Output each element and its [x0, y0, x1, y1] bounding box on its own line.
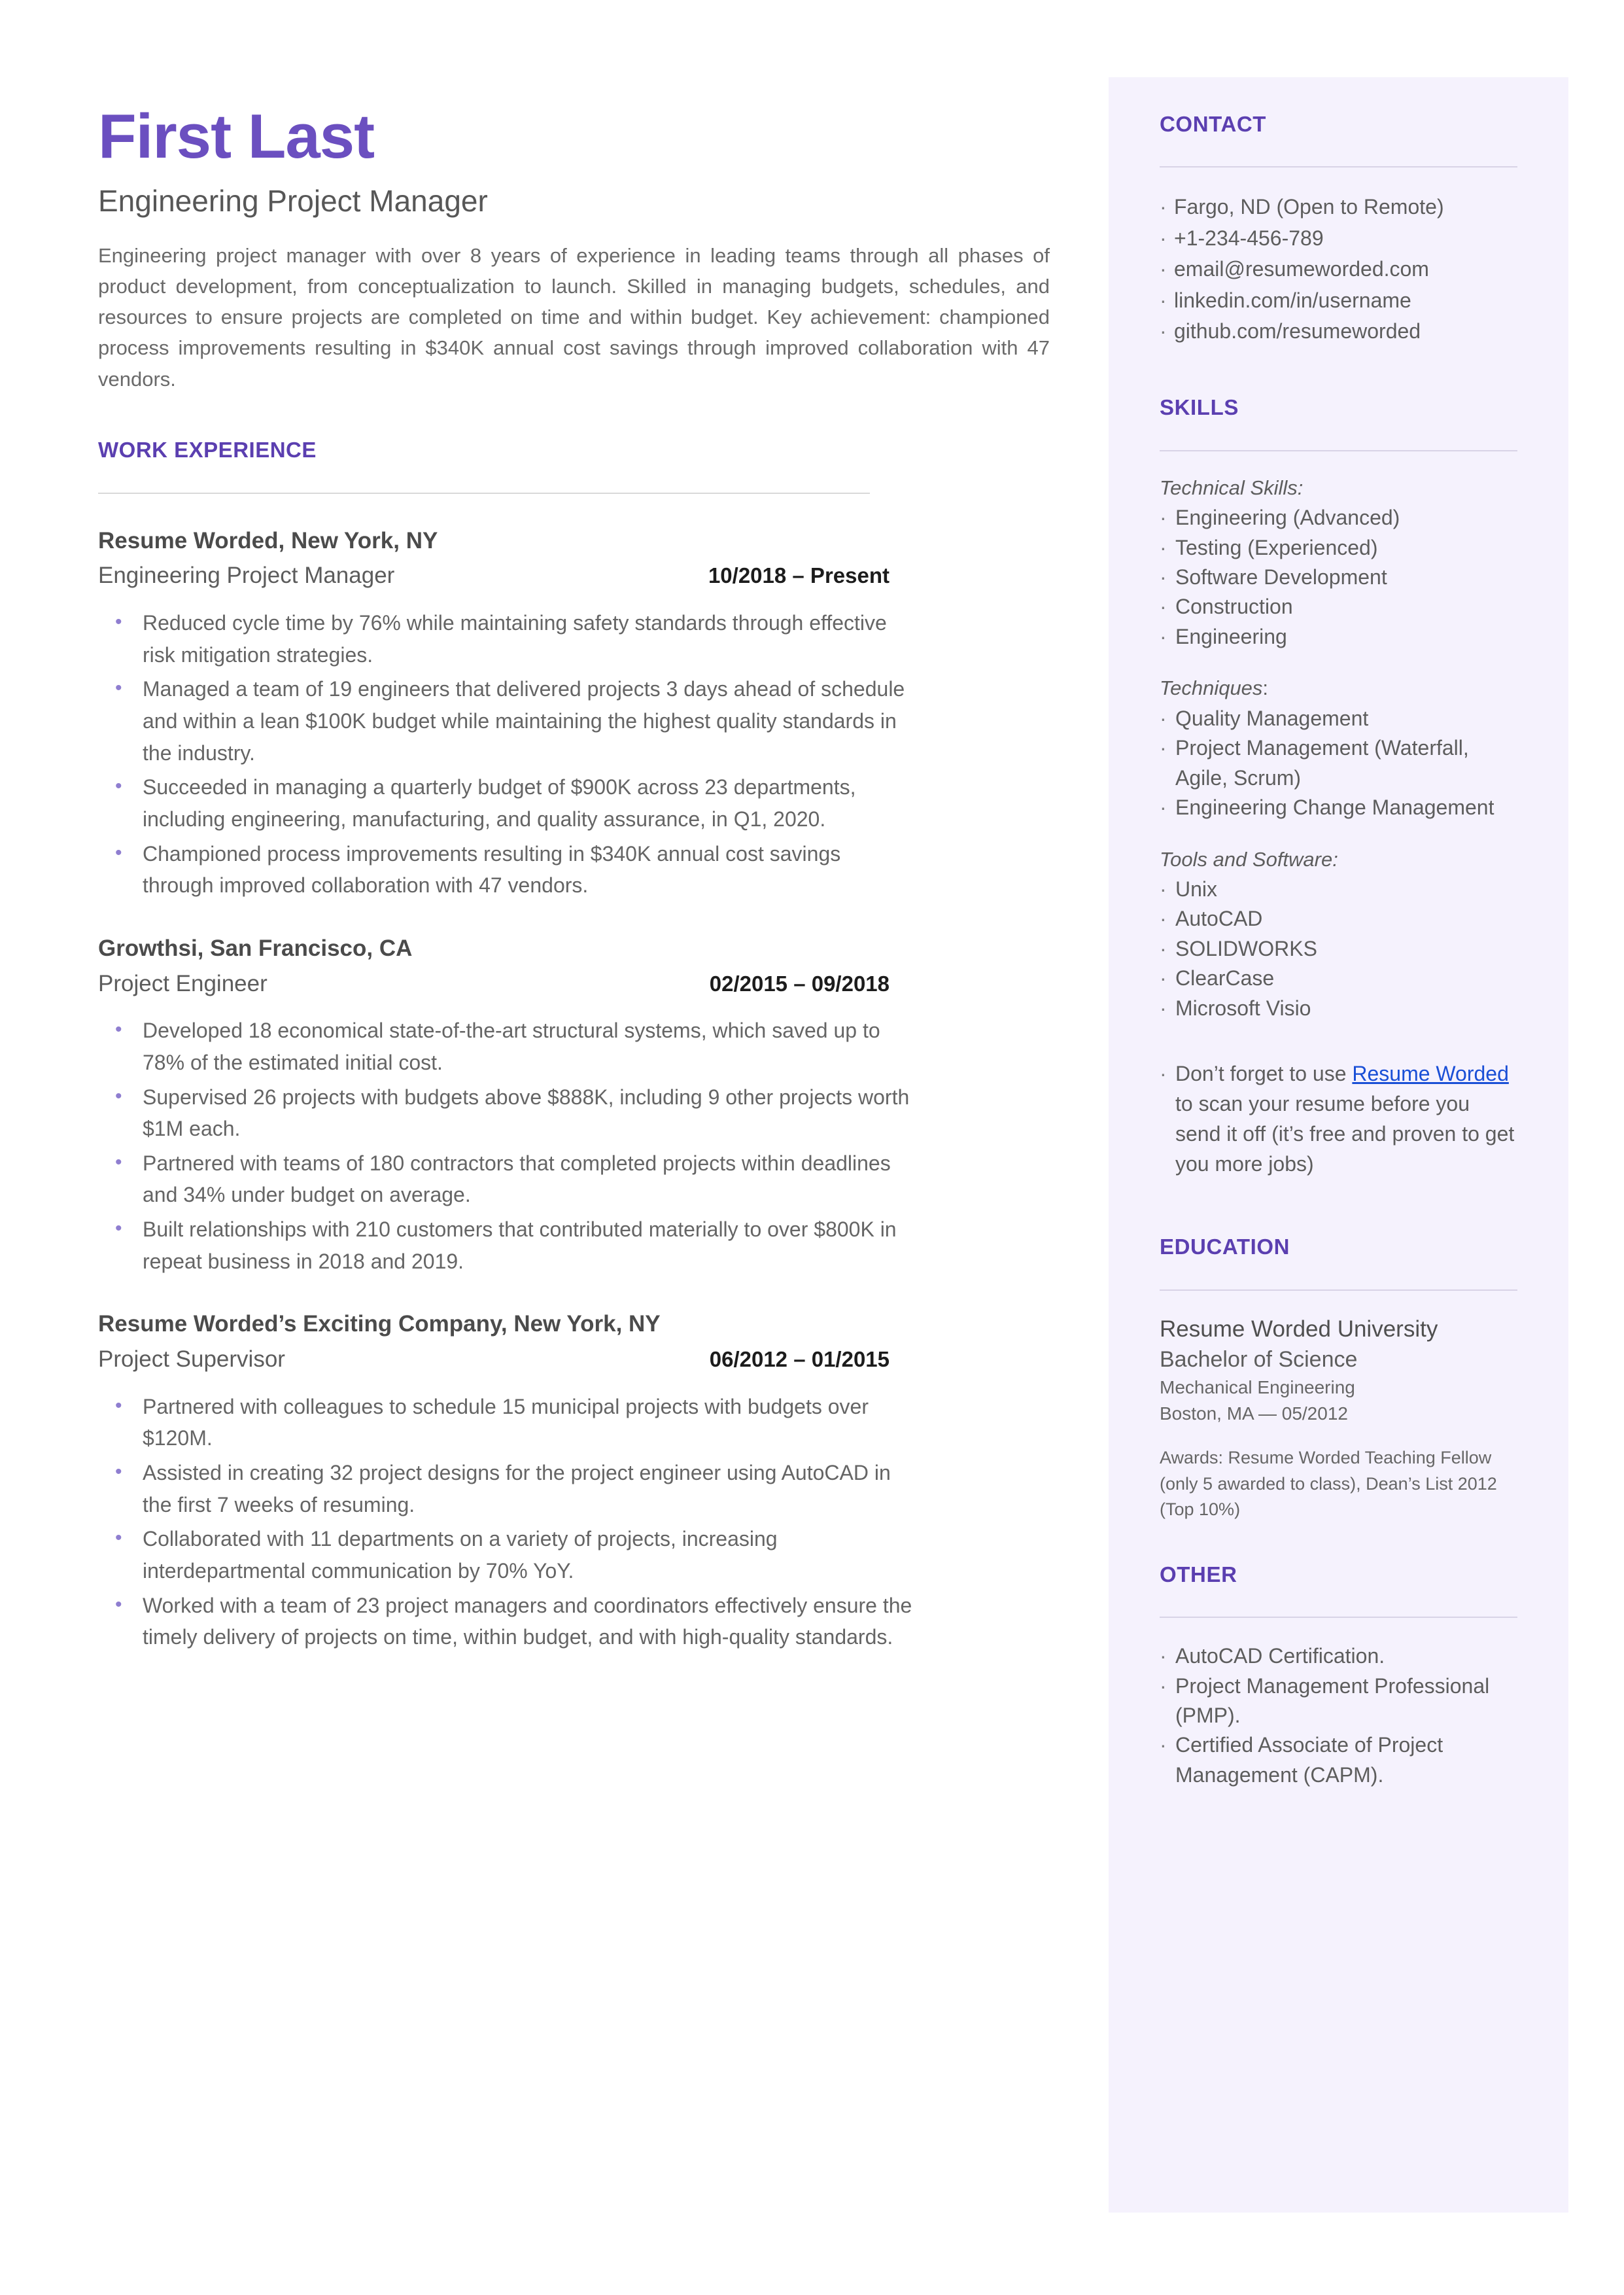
skill-item [1160, 964, 1517, 993]
bullet-dot-icon: · [1160, 226, 1167, 250]
skill-group-label: Technical Skills: [1160, 476, 1304, 499]
contact-list [1160, 192, 1517, 346]
job-company: Growthsi, San Francisco, CA [98, 935, 413, 961]
job-bullet-list [98, 1015, 1050, 1277]
other-item [1160, 1730, 1517, 1790]
skill-item-text: Engineering (Advanced) [1175, 506, 1400, 530]
job-bullet [98, 838, 1050, 902]
work-experience-divider [98, 493, 870, 494]
bullet-dot-icon: • [115, 841, 122, 864]
bullet-dot-icon: · [1160, 1062, 1167, 1086]
other-item-text: Project Management Professional (PMP). [1175, 1673, 1490, 1727]
contact-item-text: linkedin.com/in/username [1174, 288, 1411, 312]
job-bullet-text: Collaborated with 11 departments on a variety of projects, increasing interdepartmental communication by 70% YoY. [143, 1527, 778, 1583]
job-bullet-text: Assisted in creating 32 project designs for the project engineer using AutoCAD in the first 7 weeks of resuming. [143, 1461, 891, 1516]
candidate-headline: Engineering Project Manager [98, 183, 488, 218]
other-item-text: AutoCAD Certification. [1175, 1644, 1385, 1668]
bullet-dot-icon: · [1160, 624, 1167, 648]
contact-item-text: email@resumeworded.com [1174, 257, 1429, 281]
skill-group-label-colon: : [1262, 676, 1269, 700]
job-bullet [98, 1081, 1050, 1145]
skill-item-text: SOLIDWORKS [1175, 936, 1317, 960]
contact-item-text: github.com/resumeworded [1174, 319, 1421, 343]
skill-group-techniques [1160, 674, 1517, 822]
contact-divider [1160, 166, 1517, 167]
skill-item-list [1160, 503, 1517, 652]
other-divider [1160, 1617, 1517, 1618]
skill-item [1160, 994, 1517, 1023]
job-bullet [98, 673, 1050, 769]
skill-item-text: Microsoft Visio [1175, 996, 1311, 1020]
job-bullet [98, 1457, 1050, 1520]
job-title-row [98, 561, 890, 590]
promo-text-after: to scan your resume before you send it off (it’s free and proven to get you more jobs) [1175, 1092, 1515, 1176]
job-bullet-text: Managed a team of 19 engineers that delivered projects 3 days ahead of schedule and within a lean $100K budget while maintaining the highest quality standards in the industry. [143, 677, 905, 765]
skill-item-text: Unix [1175, 877, 1218, 901]
other-item [1160, 1641, 1517, 1671]
work-experience-entry [98, 1310, 1050, 1653]
contact-item-phone [1160, 224, 1517, 253]
skill-item [1160, 533, 1517, 563]
candidate-name: First Last [98, 101, 375, 171]
skill-group-label: Tools and Software: [1160, 847, 1338, 871]
job-bullet-text: Partnered with colleagues to schedule 15 municipal projects with budgets over $120M. [143, 1394, 869, 1450]
skills-divider [1160, 450, 1517, 451]
work-experience-entry [98, 934, 1050, 1278]
bullet-dot-icon: • [115, 1461, 122, 1483]
contact-item-text: Fargo, ND (Open to Remote) [1174, 195, 1444, 219]
skill-item-list [1160, 875, 1517, 1023]
job-bullet [98, 1523, 1050, 1586]
skill-item-text: AutoCAD [1175, 907, 1263, 931]
skill-item [1160, 592, 1517, 622]
job-dates: 06/2012 – 01/2015 [709, 1347, 890, 1372]
resume-worded-link[interactable]: Resume Worded [1352, 1062, 1509, 1086]
contact-item-text: +1-234-456-789 [1174, 226, 1324, 250]
skill-item [1160, 622, 1517, 652]
job-title-row [98, 1345, 890, 1374]
bullet-dot-icon: • [115, 1085, 122, 1107]
work-experience-entry [98, 527, 1050, 902]
job-bullet [98, 1148, 1050, 1211]
education-school: Resume Worded University [1160, 1316, 1438, 1342]
bullet-dot-icon: · [1160, 907, 1167, 931]
skill-item-text: Software Development [1175, 565, 1387, 589]
other-item-list [1160, 1641, 1517, 1790]
professional-summary: Engineering project manager with over 8 years of experience in leading teams through all phases of product development, from conceptualization to launch. Skilled in managing budgets, schedules, and resources to ensure projects are completed on time and within budget. Key achievement: championed process improvements resulting in $340K annual cost savings through improved collaboration with 47 vendors. [98, 244, 1050, 391]
skill-item-text: Engineering Change Management [1175, 796, 1494, 820]
education-degree: Bachelor of Science [1160, 1347, 1358, 1373]
bullet-dot-icon: · [1160, 1733, 1167, 1757]
bullet-dot-icon: • [115, 1218, 122, 1240]
job-bullet [98, 1015, 1050, 1078]
job-bullet-text: Worked with a team of 23 project managers and coordinators effectively ensure the timely delivery of projects on time, within budget, and with high-quality standards. [143, 1593, 912, 1649]
promo-note-text [1175, 1059, 1517, 1179]
job-bullet [98, 607, 1050, 671]
skill-item [1160, 733, 1517, 793]
bullet-dot-icon: · [1160, 595, 1167, 619]
job-bullet [98, 1590, 1050, 1653]
other-item-text: Certified Associate of Project Management (CAPM). [1175, 1733, 1443, 1787]
job-bullet-text: Developed 18 economical state-of-the-art structural systems, which saved up to 78% of the estimated initial cost. [143, 1019, 880, 1074]
job-bullet-list [98, 1391, 1050, 1653]
bullet-dot-icon: · [1160, 1644, 1167, 1668]
main-column [98, 101, 1050, 1656]
bullet-dot-icon: · [1160, 535, 1167, 559]
skill-item [1160, 904, 1517, 934]
contact-item-github[interactable] [1160, 317, 1517, 346]
skill-group-label [1160, 674, 1517, 702]
contact-item-location [1160, 192, 1517, 222]
bullet-dot-icon: · [1160, 195, 1167, 219]
bullet-dot-icon: • [115, 611, 122, 633]
skill-item-text: Project Management (Waterfall, Agile, Scrum) [1175, 736, 1469, 790]
job-title: Project Supervisor [98, 1346, 285, 1373]
bullet-dot-icon: · [1160, 288, 1167, 312]
job-bullet-text: Reduced cycle time by 76% while maintaining safety standards through effective risk mitigation strategies. [143, 611, 887, 667]
job-bullet [98, 1214, 1050, 1277]
promo-note [1160, 1059, 1517, 1179]
job-bullet-text: Succeeded in managing a quarterly budget of $900K across 23 departments, including engineering, manufacturing, and quality assurance, in Q1, 2020. [143, 775, 856, 831]
job-bullet-list [98, 607, 1050, 902]
job-company: Resume Worded, New York, NY [98, 527, 438, 553]
education-awards: Awards: Resume Worded Teaching Fellow (only 5 awarded to class), Dean’s List 2012 (Top 10%) [1160, 1448, 1497, 1519]
skill-item-text: ClearCase [1175, 966, 1275, 990]
sidebar [1109, 77, 1568, 2213]
bullet-dot-icon: · [1160, 319, 1167, 343]
skill-item [1160, 563, 1517, 592]
promo-text-before: Don’t forget to use [1175, 1062, 1353, 1086]
bullet-dot-icon: · [1160, 706, 1167, 730]
job-bullet-text: Built relationships with 210 customers that contributed materially to over $800K in repeat business in 2018 and 2019. [143, 1218, 897, 1273]
section-title-work-experience: WORK EXPERIENCE [98, 437, 317, 462]
job-bullet-text: Partnered with teams of 180 contractors that completed projects within deadlines and 34% under budget on average. [143, 1151, 891, 1207]
job-bullet [98, 771, 1050, 835]
education-field: Mechanical Engineering [1160, 1377, 1355, 1398]
bullet-dot-icon: · [1160, 736, 1167, 760]
skill-group-label-italic: Techniques [1160, 676, 1263, 700]
bullet-dot-icon: • [115, 1593, 122, 1615]
skill-item-list [1160, 704, 1517, 823]
job-bullet-text: Supervised 26 projects with budgets above $888K, including 9 other projects worth $1M each. [143, 1085, 910, 1141]
contact-item-email[interactable] [1160, 254, 1517, 284]
skill-item [1160, 503, 1517, 533]
job-dates: 10/2018 – Present [708, 563, 890, 588]
job-bullet-text: Championed process improvements resulting in $340K annual cost savings through improved collaboration with 47 vendors. [143, 841, 841, 898]
skill-group-tools [1160, 845, 1517, 1024]
skill-item [1160, 704, 1517, 733]
bullet-dot-icon: · [1160, 936, 1167, 960]
other-item [1160, 1672, 1517, 1731]
job-title: Engineering Project Manager [98, 563, 395, 589]
education-location-date: Boston, MA — 05/2012 [1160, 1403, 1348, 1424]
bullet-dot-icon: • [115, 1394, 122, 1416]
job-bullet [98, 1391, 1050, 1454]
bullet-dot-icon: · [1160, 1673, 1167, 1698]
skill-group-technical [1160, 474, 1517, 652]
bullet-dot-icon: · [1160, 506, 1167, 530]
skill-item-text: Construction [1175, 595, 1293, 619]
section-title-skills: SKILLS [1160, 395, 1239, 420]
education-divider [1160, 1289, 1517, 1291]
job-dates: 02/2015 – 09/2018 [709, 971, 890, 996]
section-title-contact: CONTACT [1160, 112, 1267, 136]
bullet-dot-icon: · [1160, 877, 1167, 901]
job-title: Project Engineer [98, 970, 268, 996]
bullet-dot-icon: · [1160, 257, 1167, 281]
job-company: Resume Worded’s Exciting Company, New York, NY [98, 1311, 661, 1337]
bullet-dot-icon: · [1160, 966, 1167, 990]
skill-item-text: Quality Management [1175, 706, 1369, 730]
section-title-education: EDUCATION [1160, 1235, 1290, 1259]
skill-item-text: Testing (Experienced) [1175, 535, 1378, 559]
bullet-dot-icon: · [1160, 996, 1167, 1020]
skill-item [1160, 934, 1517, 964]
skill-item-text: Engineering [1175, 624, 1287, 648]
bullet-dot-icon: • [115, 1527, 122, 1549]
skill-item [1160, 793, 1517, 822]
skill-item [1160, 875, 1517, 904]
bullet-dot-icon: · [1160, 796, 1167, 820]
contact-item-linkedin[interactable] [1160, 286, 1517, 315]
bullet-dot-icon: · [1160, 565, 1167, 589]
job-title-row [98, 970, 890, 998]
bullet-dot-icon: • [115, 775, 122, 797]
bullet-dot-icon: • [115, 1019, 122, 1041]
section-title-other: OTHER [1160, 1562, 1237, 1586]
bullet-dot-icon: • [115, 677, 122, 699]
bullet-dot-icon: • [115, 1151, 122, 1173]
